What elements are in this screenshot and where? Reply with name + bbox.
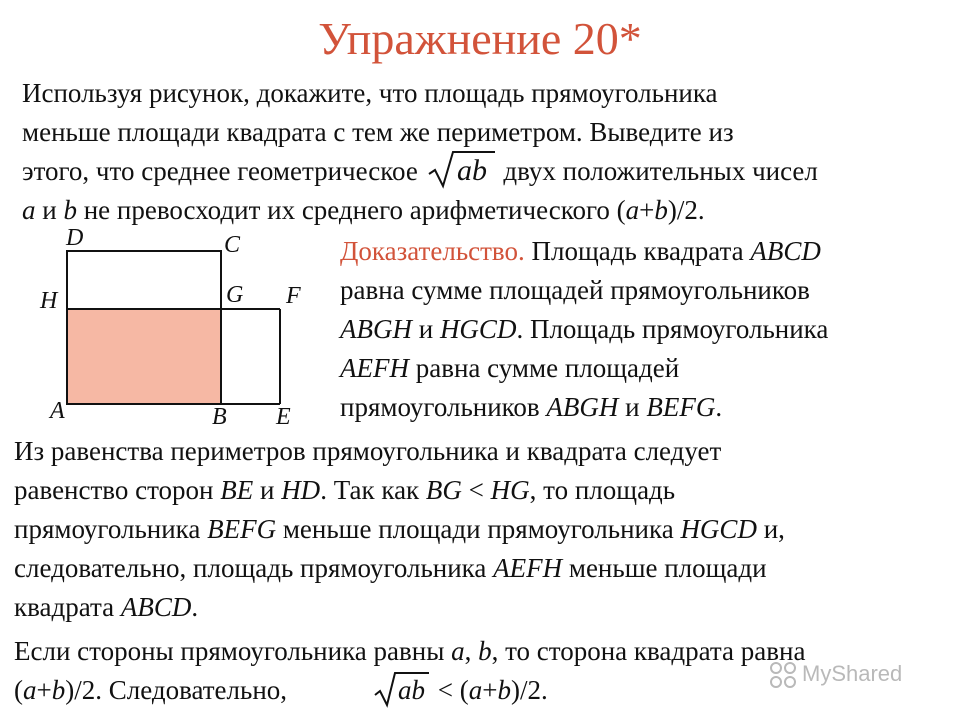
proof-line-3 — [340, 310, 940, 349]
para3-less-than: < ( — [431, 675, 469, 705]
proof-and: и — [411, 314, 440, 344]
para2-l2-e: , то площадь — [529, 475, 676, 505]
sqrt-ab-conclusion-text: ab — [398, 675, 426, 705]
para2-line-1: Из равенства периметров прямоугольника и квадрата следует — [14, 436, 722, 466]
para3-comma: , — [464, 636, 479, 666]
proof-AEFH: AEFH — [340, 353, 409, 383]
para3-a: a — [451, 636, 465, 666]
var-b-2: b — [654, 195, 668, 225]
task-line-4-and: и — [35, 195, 64, 225]
myshared-logo-icon — [768, 660, 798, 690]
proof-period: . — [715, 392, 723, 422]
para2-ABCD: ABCD — [120, 592, 192, 622]
para2-HGCD: HGCD — [680, 514, 757, 544]
task-line-3-text-a: этого, что среднее геометрическое — [22, 156, 418, 186]
para2-l3-c: и, — [756, 514, 785, 544]
proof-paragraph-2 — [14, 432, 944, 627]
slide-title: Упражнение 20* — [318, 13, 642, 64]
task-statement — [22, 74, 950, 230]
para2-line-5 — [14, 588, 944, 627]
para2-l2-c: . Так как — [320, 475, 426, 505]
proof-ABGH-2: ABGH — [546, 392, 619, 422]
para2-l4-a: следовательно, площадь прямоугольника — [14, 553, 494, 583]
para2-l4-b: меньше площади — [562, 553, 767, 583]
proof-line-4-text: равна сумме площадей — [408, 353, 680, 383]
watermark-text: MyShared — [802, 661, 903, 686]
proof-HGCD: HGCD — [439, 314, 517, 344]
para2-l5-a: квадрата — [14, 592, 121, 622]
sqrt-ab-formula — [425, 152, 497, 186]
task-line-3 — [22, 152, 950, 191]
sqrt-ab-conclusion — [373, 675, 431, 705]
proof-line-1 — [340, 232, 940, 271]
para3-b: b — [478, 636, 492, 666]
para3-l2-c: )/2. Следовательно, — [65, 675, 288, 705]
para3-open-paren: ( — [14, 675, 23, 705]
para2-AEFH: AEFH — [493, 553, 563, 583]
proof-line-5 — [340, 388, 940, 427]
proof-line-4 — [340, 349, 940, 388]
para3-l1-c: , то сторона квадрата равна — [491, 636, 806, 666]
para3-l1-a: Если стороны прямоугольника равны — [14, 636, 452, 666]
var-a-2: a — [625, 195, 640, 225]
task-line-2: меньше площади квадрата с тем же периметром. Выведите из — [22, 117, 734, 147]
para2-l2-b: и — [253, 475, 282, 505]
proof-line-5-text: прямоугольников — [340, 392, 547, 422]
para2-BG: BG — [425, 475, 462, 505]
para2-l3-b: меньше площади прямоугольника — [276, 514, 681, 544]
para2-line-3 — [14, 510, 944, 549]
label-G: G — [226, 282, 244, 308]
para3-l2-f: )/2. — [510, 675, 548, 705]
task-line-4-end: )/2. — [667, 195, 705, 225]
para3-b-2: b — [51, 675, 66, 705]
task-line-4-text: не превосходит их среднего арифметического ( — [76, 195, 626, 225]
square-rectangle-diagram — [30, 228, 310, 434]
proof-line-1-text: Площадь квадрата — [524, 236, 751, 266]
proof-BEFG: BEFG — [646, 392, 716, 422]
label-F: F — [286, 283, 301, 309]
para3-a-3: a — [468, 675, 483, 705]
para2-BE: BE — [220, 475, 254, 505]
plus-sign: + — [639, 195, 655, 225]
proof-ABCD: ABCD — [750, 236, 821, 266]
label-D: D — [66, 228, 84, 251]
var-a: a — [22, 195, 36, 225]
label-H: H — [40, 288, 58, 314]
task-line-3-text-b: двух положительных чисел — [503, 156, 818, 186]
para2-line-2 — [14, 471, 944, 510]
para3-b-3: b — [497, 675, 511, 705]
para2-l5-b: . — [191, 592, 199, 622]
var-b: b — [63, 195, 77, 225]
proof-and-2: и — [618, 392, 647, 422]
para3-a-2: a — [23, 675, 37, 705]
task-line-4 — [22, 191, 950, 230]
watermark — [768, 654, 938, 694]
para2-line-4 — [14, 549, 944, 588]
para3-plus-2: + — [482, 675, 498, 705]
para3-plus: + — [36, 675, 52, 705]
shaded-rectangle-ABGH — [67, 309, 221, 404]
para2-l2-a: равенство сторон — [14, 475, 221, 505]
para2-BEFG: BEFG — [207, 514, 277, 544]
para2-less-than: < — [461, 475, 491, 505]
proof-ABGH: ABGH — [340, 314, 412, 344]
para2-HD: HD — [281, 475, 321, 505]
proof-block — [340, 232, 940, 427]
para2-HG: HG — [490, 475, 530, 505]
proof-line-2: равна сумме площадей прямоугольников — [340, 275, 810, 305]
label-E: E — [276, 404, 291, 430]
sqrt-ab-text: ab — [456, 154, 487, 187]
proof-line-3-text: . Площадь прямоугольника — [516, 314, 829, 344]
label-B: B — [212, 404, 227, 430]
label-A: A — [50, 398, 65, 424]
para2-l3-a: прямоугольника — [14, 514, 208, 544]
label-C: C — [224, 232, 241, 258]
task-line-1: Используя рисунок, докажите, что площадь прямоугольника — [22, 78, 718, 108]
geometry-figure — [30, 228, 310, 434]
proof-heading: Доказательство. — [340, 236, 525, 266]
